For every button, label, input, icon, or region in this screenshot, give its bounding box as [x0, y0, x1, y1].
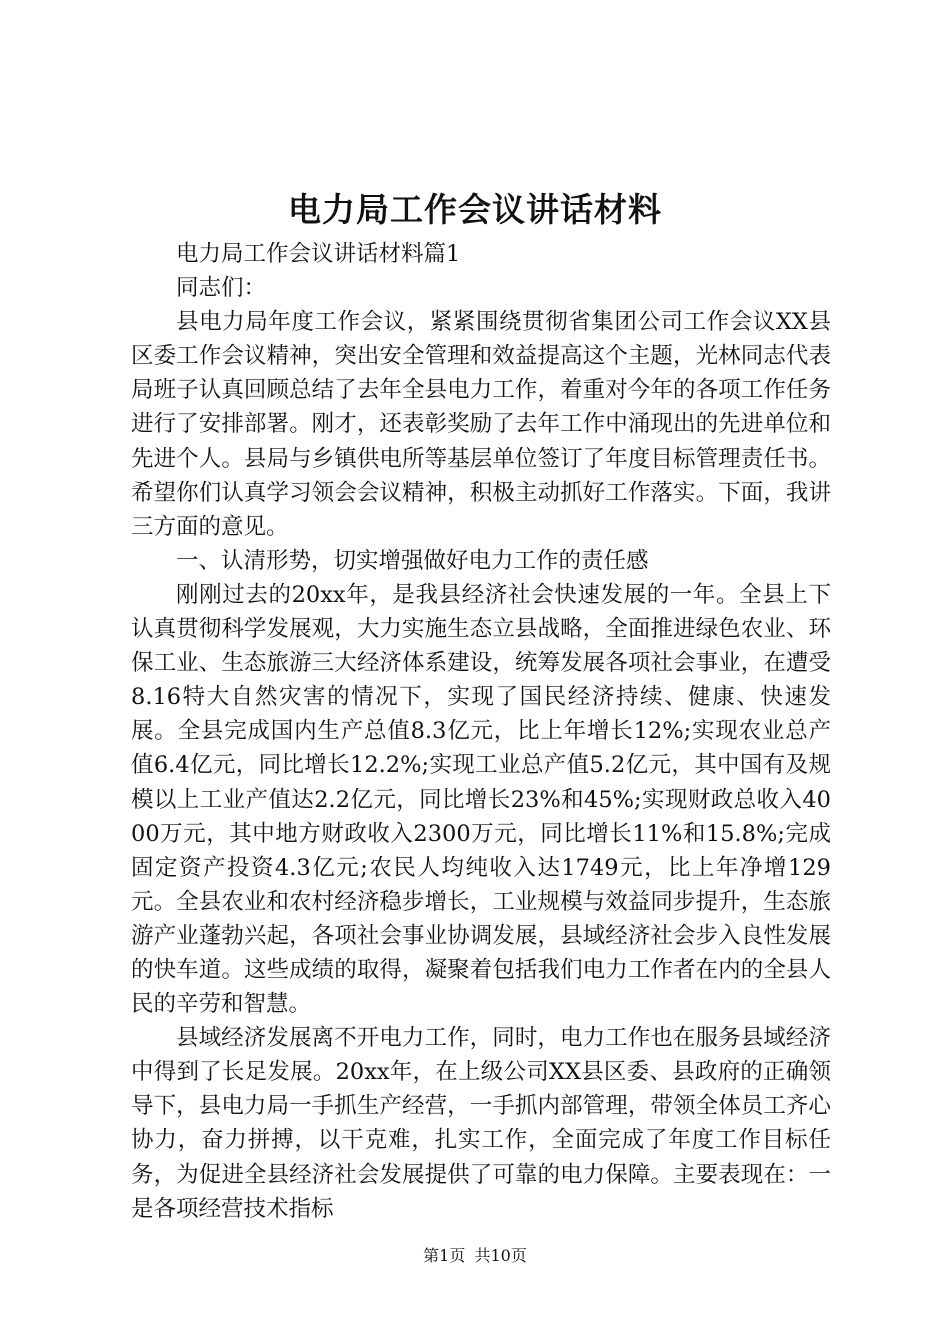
paragraph-economy: 刚刚过去的20xx年，是我县经济社会快速发展的一年。全县上下认真贯彻科学发展观，大力实施生态立县战略，全面推进绿色农业、环保工业、生态旅游三大经济体系建设，统筹发展各项社会事业，在遭受8.16特大自然灾害的情况下，实现了国民经济持续、健康、快速发展。全县完成国内生产总值8.3亿元，比上年增长12%;实现农业总产值6.4亿元，同比增长12.2%;实现工业总产值5.2亿元，其中国有及规模以上工业产值达2.2亿元，同比增长23%和45%;实现财政总收入4000万元，其中地方财政收入2300万元，同比增长11%和15.8%;完成固定资产投资4.3亿元;农民人均纯收入达1749元，比上年净增129元。全县农业和农村经济稳步增长，工业规模与效益同步提升，生态旅游产业蓬勃兴起，各项社会事业协调发展，县域经济社会步入良性发展的快车道。这些成绩的取得，凝聚着包括我们电力工作者在内的全县人民的辛劳和智慧。 — [131, 581, 831, 1018]
paragraph-intro: 县电力局年度工作会议，紧紧围绕贯彻省集团公司工作会议XX县区委工作会议精神，突出安全管理和效益提高这个主题，光林同志代表局班子认真回顾总结了去年全县电力工作，着重对今年的各项工作任务进行了安排部署。刚才，还表彰奖励了去年工作中涌现出的先进单位和先进个人。县局与乡镇供电所等基层单位签订了年度目标管理责任书。希望你们认真学习领会会议精神，积极主动抓好工作落实。下面，我讲三方面的意见。 — [131, 309, 831, 540]
document-title: 电力局工作会议讲话材料 — [288, 190, 662, 229]
paragraph-heading-one: 一、认清形势，切实增强做好电力工作的责任感 — [176, 547, 649, 574]
page-footer — [0, 1244, 950, 1268]
paragraph-salutation: 同志们： — [176, 275, 267, 302]
page-number: 第1页 — [423, 1246, 466, 1265]
paragraph-section-label: 电力局工作会议讲话材料篇1 — [176, 241, 461, 267]
page-total: 共10页 — [474, 1246, 527, 1265]
paragraph-electric-work: 县域经济发展离不开电力工作，同时，电力工作也在服务县域经济中得到了长足发展。20xx年，在上级公司XX县区委、县政府的正确领导下，县电力局一手抓生产经营，一手抓内部管理，带领全体员工齐心协力，奋力拼搏，以干克难，扎实工作，全面完成了年度工作目标任务，为促进全县经济社会发展提供了可靠的电力保障。主要表现在：一是各项经营技术指标 — [131, 1025, 831, 1222]
document-body — [131, 237, 831, 1226]
